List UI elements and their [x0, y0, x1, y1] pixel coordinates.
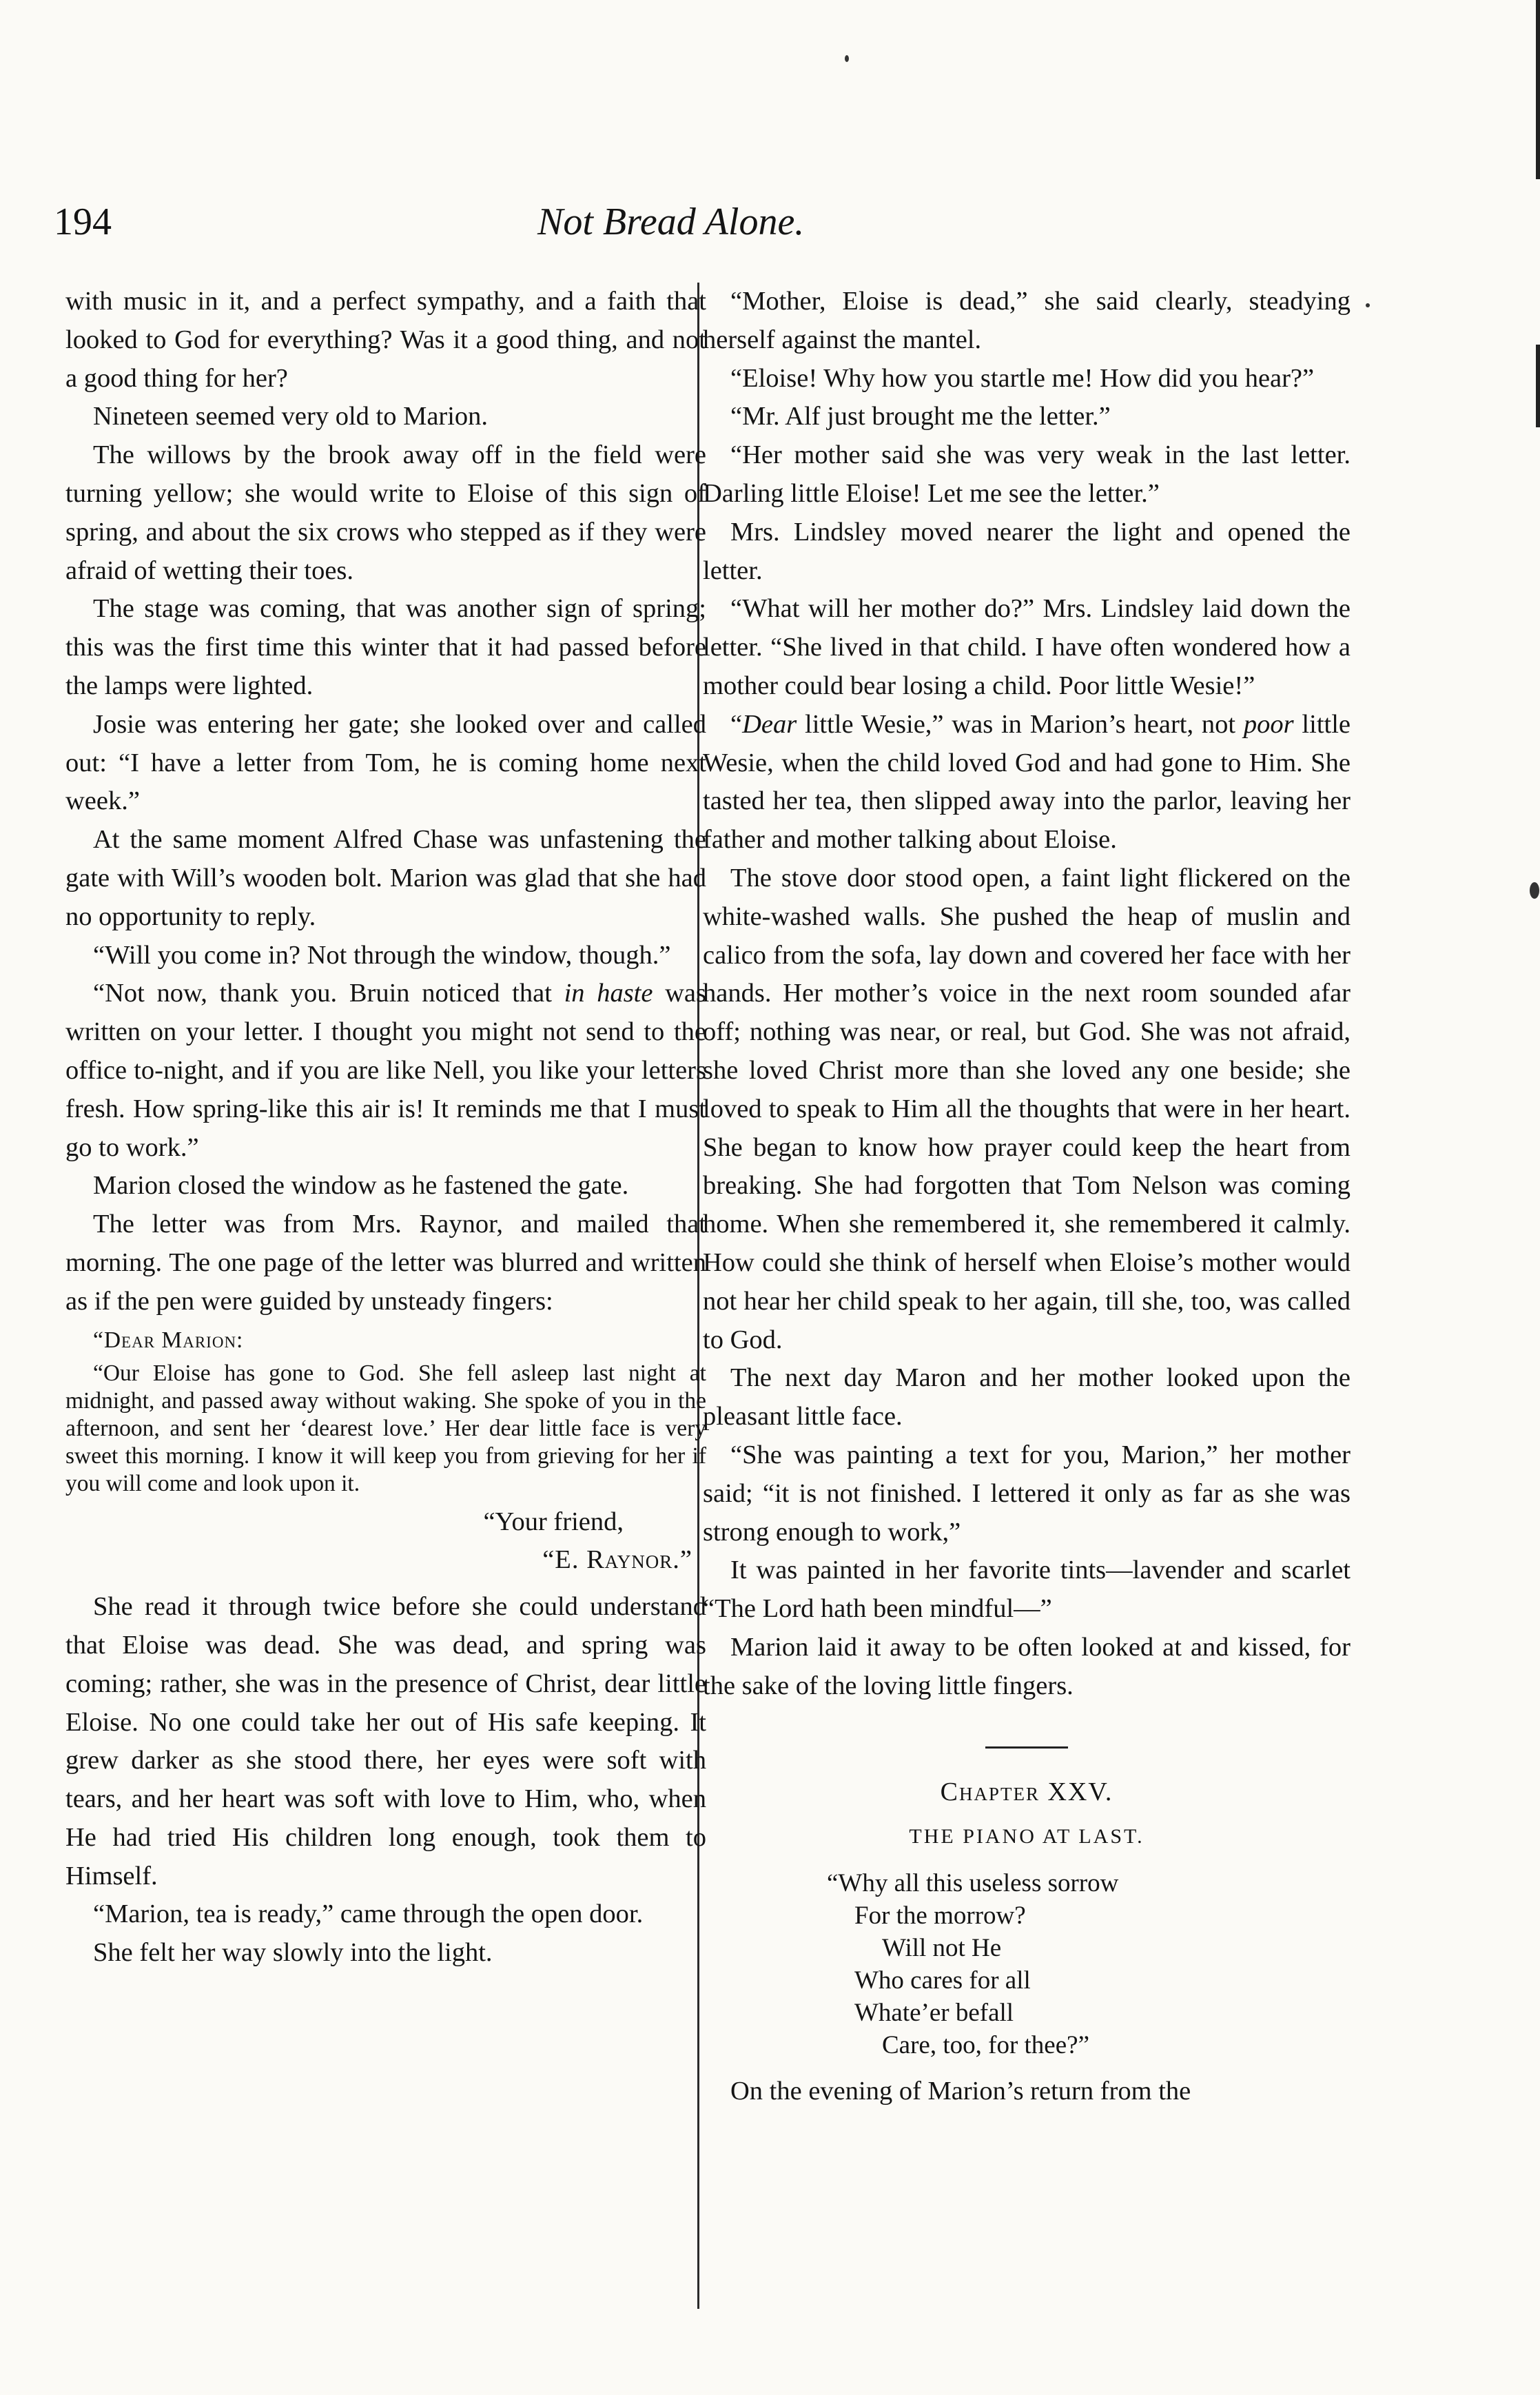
- poem-line: For the morrow?: [854, 1902, 1026, 1930]
- paragraph: The willows by the brook away off in the field were turning yellow; she would write to Eloise of this sign of spring, and about the six crows who stepped as if they were afraid of wetting their toes.: [65, 440, 706, 585]
- chapter-number: Chapter XXV.: [940, 1777, 1113, 1807]
- paragraph: “Not now, thank you. Bruin noticed that in haste was written on your letter. I thought you might not send to the office to-night, and if you are like Nell, you like your letters fresh. How spring-like this air is! It reminds me that I must go to work.”: [65, 979, 707, 1162]
- ink-speck: [1366, 303, 1370, 307]
- paragraph: At the same moment Alfred Chase was unfastening the gate with Will’s wooden bolt. Marion was glad that she had no opportunity to reply.: [65, 825, 706, 931]
- poem-line: Care, too, for thee?”: [882, 2031, 1089, 2060]
- chapter-title: THE PIANO AT LAST.: [909, 1825, 1144, 1848]
- chapter-opening: On the evening of Marion’s return from the: [730, 2077, 1191, 2106]
- paragraph: She felt her way slowly into the light.: [93, 1938, 493, 1968]
- paragraph: “What will her mother do?” Mrs. Lindsley laid down the letter. “She lived in that child. I have often wondered how a mother could bear losing a child. Poor little Wesie!”: [703, 594, 1351, 700]
- paragraph: She read it through twice before she could understand that Eloise was dead. She was dead, and spring was coming; rather, she was in the presence of Christ, dear little Eloise. No one could take her out of His safe keeping. It grew darker as she stood there, her eyes were soft with tears, and her heart was soft with love to Him, who, when He had tried His children long enough, took them to Himself.: [65, 1592, 706, 1890]
- letter-signature: “E. Raynor.”: [542, 1545, 692, 1575]
- paragraph: “Her mother said she was very weak in the last letter. Darling little Eloise! Let me see the letter.”: [703, 440, 1351, 508]
- letter-body: “Our Eloise has gone to God. She fell asleep last night at midnight, and passed away without waking. She spoke of you in the afternoon, and sent her ‘dearest love.’ Her dear little face is very sweet this morning. I know it will keep you from grieving for her if you will come and look upon it.: [65, 1360, 706, 1496]
- paragraph: Marion closed the window as he fastened the gate.: [93, 1171, 629, 1201]
- poem-line: “Why all this useless sorrow: [827, 1869, 1119, 1898]
- page-number: 194: [54, 201, 112, 243]
- paragraph: “Mother, Eloise is dead,” she said clearly, steadying herself against the mantel.: [703, 287, 1351, 354]
- paragraph: Marion laid it away to be often looked at and kissed, for the sake of the loving little fingers.: [703, 1632, 1351, 1700]
- epigraph-poem: [827, 1867, 1351, 2061]
- paragraph: The stove door stood open, a faint light flickered on the white-washed walls. She pushed the heap of muslin and calico from the sofa, lay down and covered her face with her hands. Her mother’s voice in the next room sounded afar off; nothing was near, or real, but God. She was not afraid, she loved Christ more than she loved any one beside; she loved to speak to Him all the thoughts that were in her heart. She began to know how prayer could keep the heart from breaking. She had forgotten that Tom Nelson was coming home. When she remembered it, she remembered it calmly. How could she think of herself when Eloise’s mother would not hear her child speak to her again, till she, too, was called to God.: [703, 863, 1351, 1354]
- paragraph: Mrs. Lindsley moved nearer the light and opened the letter.: [703, 517, 1351, 585]
- page-edge-shadow: [1536, 0, 1540, 179]
- ink-speck: [1530, 882, 1539, 899]
- paragraph: “Mr. Alf just brought me the letter.”: [730, 402, 1111, 431]
- left-column: [65, 283, 706, 1973]
- paragraph: with music in it, and a perfect sympathy, and a faith that looked to God for everything? Was it a good thing, and not a good thing for her?: [65, 287, 706, 393]
- poem-line: Whate’er befall: [854, 1999, 1014, 2028]
- right-column: [703, 283, 1351, 2111]
- paragraph: The next day Maron and her mother looked upon the pleasant little face.: [703, 1363, 1351, 1431]
- poem-line: Will not He: [882, 1934, 1002, 1963]
- letter-salutation: “Dear Marion:: [93, 1327, 244, 1353]
- section-divider: [985, 1746, 1068, 1749]
- page-header: [0, 200, 1540, 255]
- paragraph: “Will you come in? Not through the window, though.”: [93, 940, 671, 970]
- paragraph: The letter was from Mrs. Raynor, and mailed that morning. The one page of the letter was blurred and written as if the pen were guided by unsteady fingers:: [65, 1210, 706, 1316]
- paragraph: The stage was coming, that was another sign of spring; this was the first time this winter that it had passed before the lamps were lighted.: [65, 594, 706, 700]
- ink-speck: [845, 55, 849, 62]
- running-title: Not Bread Alone.: [537, 201, 805, 243]
- letter-signoff: “Your friend,: [483, 1507, 624, 1536]
- paragraph: “Marion, tea is ready,” came through the open door.: [93, 1899, 644, 1929]
- paragraph: Josie was entering her gate; she looked over and called out: “I have a letter from Tom, he is coming home next week.”: [65, 709, 706, 816]
- paragraph: “She was painting a text for you, Marion,” her mother said; “it is not finished. I lettered it only as far as she was strong enough to work,”: [703, 1440, 1351, 1547]
- paragraph: It was painted in her favorite tints—lavender and scarlet “The Lord hath been mindful—”: [703, 1556, 1351, 1624]
- paragraph: “Dear little Wesie,” was in Marion’s heart, not poor little Wesie, when the child loved God and had gone to Him. She tasted her tea, then slipped away into the parlor, leaving her father and mother talking about Eloise.: [703, 709, 1351, 855]
- paragraph: “Eloise! Why how you startle me! How did you hear?”: [730, 363, 1315, 393]
- page-edge-shadow: [1536, 345, 1540, 427]
- poem-line: Who cares for all: [854, 1966, 1031, 1995]
- paragraph: Nineteen seemed very old to Marion.: [93, 402, 489, 431]
